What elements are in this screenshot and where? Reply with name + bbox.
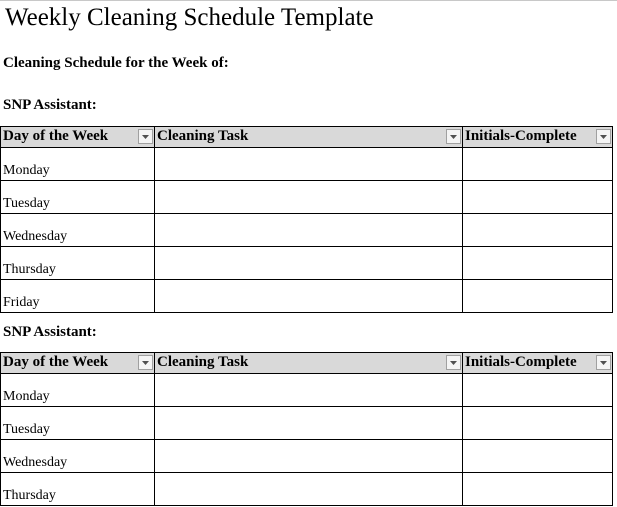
column-header-day	[1, 353, 155, 374]
day-cell[interactable]: Friday	[1, 280, 155, 313]
column-header-label: Cleaning Task	[157, 354, 249, 370]
dropdown-arrow-icon	[141, 360, 150, 366]
schedule-table-1	[0, 126, 613, 313]
column-header-initials	[463, 127, 613, 148]
column-header-label: Initials-Complete	[465, 128, 577, 144]
day-cell[interactable]: Tuesday	[1, 407, 155, 440]
filter-dropdown-button[interactable]	[596, 355, 611, 370]
table-row	[1, 181, 613, 214]
filter-dropdown-button[interactable]	[446, 129, 461, 144]
column-header-label: Initials-Complete	[465, 354, 577, 370]
day-cell[interactable]: Wednesday	[1, 214, 155, 247]
dropdown-arrow-icon	[141, 134, 150, 140]
filter-dropdown-button[interactable]	[138, 355, 153, 370]
task-cell[interactable]	[155, 280, 463, 313]
table-row	[1, 440, 613, 473]
assistant-label-2: SNP Assistant:	[3, 324, 97, 340]
column-header-label: Day of the Week	[3, 128, 109, 144]
day-cell[interactable]: Monday	[1, 374, 155, 407]
table-row	[1, 407, 613, 440]
initials-cell[interactable]	[463, 374, 613, 407]
assistant-label-1: SNP Assistant:	[3, 97, 97, 113]
day-cell[interactable]: Thursday	[1, 473, 155, 506]
initials-cell[interactable]	[463, 440, 613, 473]
dropdown-arrow-icon	[599, 134, 608, 140]
page-title: Weekly Cleaning Schedule Template	[5, 4, 374, 31]
dropdown-arrow-icon	[449, 134, 458, 140]
table-row	[1, 148, 613, 181]
column-header-task	[155, 127, 463, 148]
table-row	[1, 374, 613, 407]
task-cell[interactable]	[155, 374, 463, 407]
table-row	[1, 214, 613, 247]
table-row	[1, 247, 613, 280]
initials-cell[interactable]	[463, 214, 613, 247]
initials-cell[interactable]	[463, 407, 613, 440]
table-header-row	[1, 353, 613, 374]
day-cell[interactable]: Wednesday	[1, 440, 155, 473]
filter-dropdown-button[interactable]	[596, 129, 611, 144]
filter-dropdown-button[interactable]	[446, 355, 461, 370]
dropdown-arrow-icon	[599, 360, 608, 366]
initials-cell[interactable]	[463, 473, 613, 506]
task-cell[interactable]	[155, 440, 463, 473]
day-cell[interactable]: Thursday	[1, 247, 155, 280]
filter-dropdown-button[interactable]	[138, 129, 153, 144]
column-header-label: Day of the Week	[3, 354, 109, 370]
task-cell[interactable]	[155, 407, 463, 440]
column-header-day	[1, 127, 155, 148]
dropdown-arrow-icon	[449, 360, 458, 366]
column-header-label: Cleaning Task	[157, 128, 249, 144]
day-cell[interactable]: Monday	[1, 148, 155, 181]
table-row	[1, 473, 613, 506]
column-header-initials	[463, 353, 613, 374]
table-row	[1, 280, 613, 313]
table-header-row	[1, 127, 613, 148]
initials-cell[interactable]	[463, 148, 613, 181]
column-header-task	[155, 353, 463, 374]
initials-cell[interactable]	[463, 280, 613, 313]
initials-cell[interactable]	[463, 247, 613, 280]
task-cell[interactable]	[155, 148, 463, 181]
task-cell[interactable]	[155, 181, 463, 214]
task-cell[interactable]	[155, 473, 463, 506]
initials-cell[interactable]	[463, 181, 613, 214]
task-cell[interactable]	[155, 214, 463, 247]
schedule-table-2	[0, 352, 613, 506]
task-cell[interactable]	[155, 247, 463, 280]
week-of-label: Cleaning Schedule for the Week of:	[3, 55, 229, 71]
day-cell[interactable]: Tuesday	[1, 181, 155, 214]
